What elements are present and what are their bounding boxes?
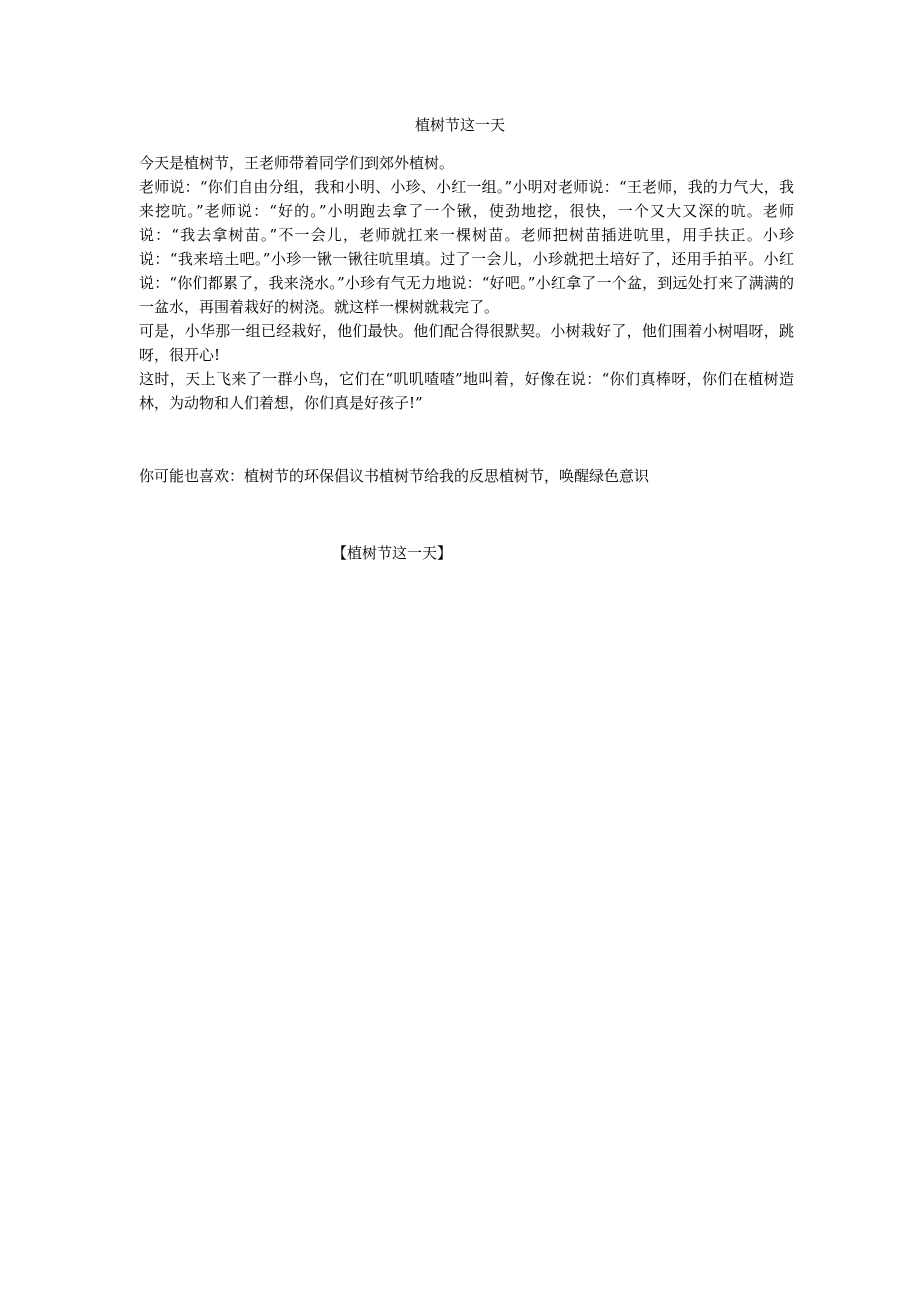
- footer-title: 【植树节这一天】: [332, 544, 453, 562]
- paragraph: 可是，小华那一组已经栽好，他们最快。他们配合得很默契。小树栽好了，他们围着小树唱呀，跳呀，很开心!: [139, 322, 794, 364]
- related-link-green-awareness[interactable]: 植树节，唤醒绿色意识: [499, 467, 650, 485]
- related-articles: [139, 464, 794, 488]
- related-link-environmental-proposal[interactable]: 植树节的环保倡议书: [244, 467, 380, 485]
- related-prefix: 你可能也喜欢：: [139, 467, 245, 485]
- document-title: 植树节这一天: [414, 116, 505, 134]
- paragraph: 今天是植树节，王老师带着同学们到郊外植树。: [139, 154, 455, 172]
- paragraph: 老师说：“你们自由分组，我和小明、小珍、小红一组。”小明对老师说：“王老师，我的力气大，我来挖吭。”老师说：“好的。”小明跑去拿了一个锹，使劲地挖，很快，一个又大又深的吭。老师说：“我去拿树苗。”不一会儿，老师就扛来一棵树苗。老师把树苗插进吭里，用手扶正。小珍说：“我来培土吧。”小珍一锹一锹往吭里填。过了一会儿，小珍就把土培好了，还用手拍平。小红说：“你们都累了，我来浇水。”小珍有气无力地说：“好吧。”小红拿了一个盆，到远处打来了满满的一盆水，再围着栽好的树浇。就这样一棵树就栽完了。: [139, 178, 794, 316]
- document-body: [139, 151, 794, 415]
- related-link-reflection[interactable]: 植树节给我的反思: [379, 467, 500, 485]
- paragraph: 这时，天上飞来了一群小鸟，它们在“叽叽喳喳”地叫着，好像在说：“你们真棒呀，你们在植树造林，为动物和人们着想，你们真是好孩子!”: [139, 370, 794, 412]
